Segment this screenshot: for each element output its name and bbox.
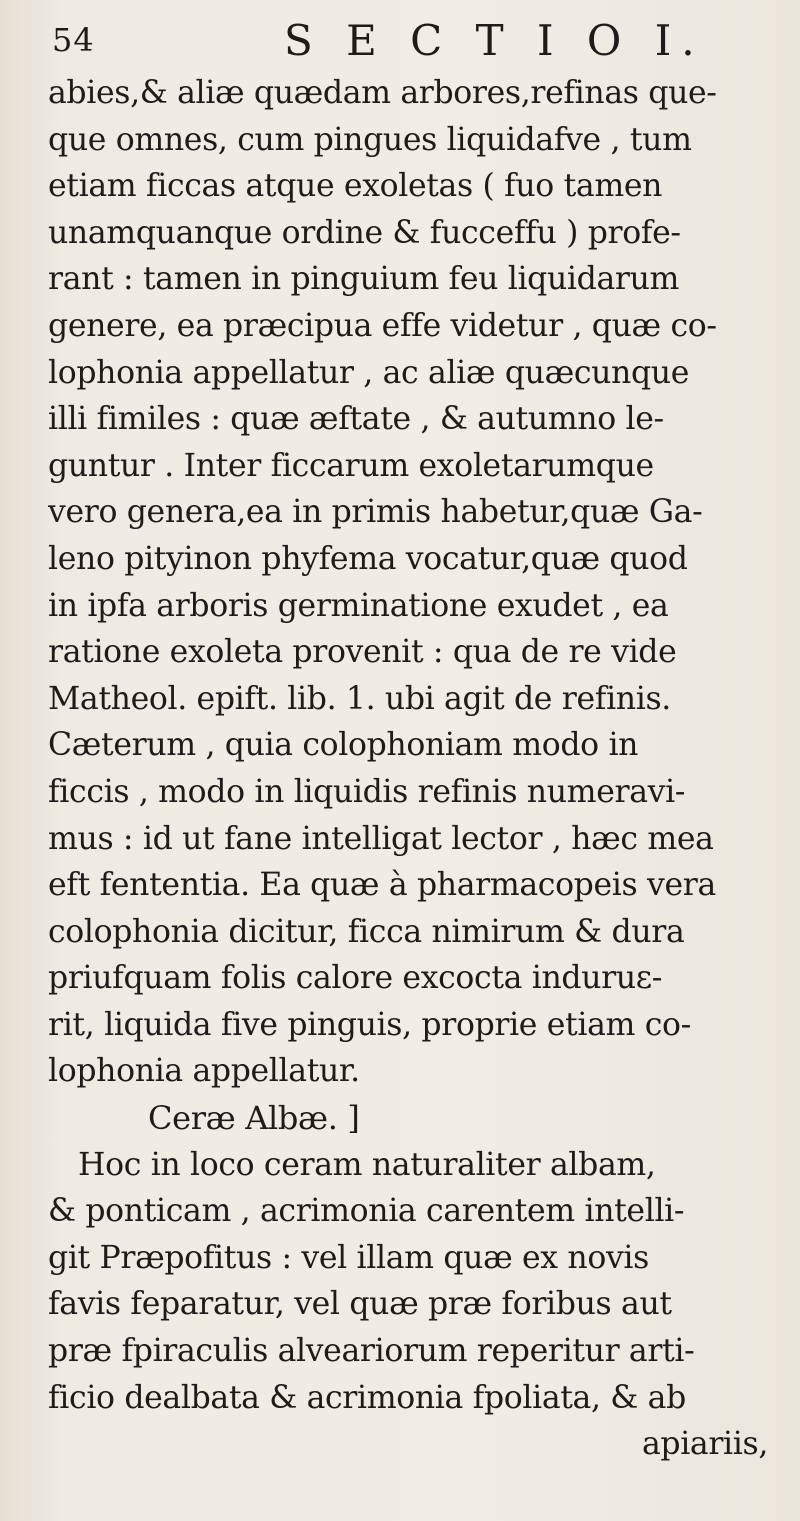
text-line: priufquam folis calore excocta induruε- [48,960,663,997]
text-line: lophonia appellatur. [48,1053,360,1090]
running-head: S E C T I O I. [284,16,705,65]
text-line: præ fpiraculis alveariorum reperitur arti- [48,1333,695,1370]
catchword: apiariis, [641,1426,768,1463]
text-line: eft fententia. Ea quæ à pharmacopeis vera [48,867,716,904]
text-line: & ponticam , acrimonia carentem intelli- [48,1193,685,1230]
text-line: in ipfa arboris germinatione exudet , ea [48,587,669,624]
body-text [48,70,778,1468]
text-line: vero genera,ea in primis habetur,quæ Ga- [48,494,703,531]
text-line: ficio dealbata & acrimonia fpoliata, & ab [48,1379,686,1416]
text-line: ratione exoleta provenit : qua de re vide [48,634,677,671]
text-line: ficcis , modo in liquidis refinis numeravi- [48,773,686,810]
text-line: favis feparatur, vel quæ præ foribus aut [48,1286,672,1323]
text-line: Cæterum , quia colophoniam modo in [48,727,639,764]
text-line: que omnes, cum pingues liquidafve , tum [48,121,692,158]
page-header [48,18,778,70]
page-number: 54 [52,21,95,59]
text-line: unamquanque ordine & fucceffu ) profe- [48,214,681,251]
text-line: git Præpofitus : vel illam quæ ex novis [48,1239,649,1276]
text-line: colophonia dicitur, ficca nimirum & dura [48,913,685,950]
text-line: mus : id ut fane intelligat lector , hæc mea [48,820,714,857]
text-line: lophonia appellatur , ac aliæ quæcunque [48,354,690,391]
text-line: etiam ficcas atque exoletas ( fuo tamen [48,168,663,205]
text-line: Matheol. epift. lib. 1. ubi agit de refinis. [48,680,671,717]
text-line: rant : tamen in pinguium feu liquidarum [48,261,680,298]
text-line: Hoc in loco ceram naturaliter albam, [78,1146,656,1183]
text-line: guntur . Inter ficcarum exoletarumque [48,447,654,484]
text-line: rit, liquida five pinguis, proprie etiam co- [48,1006,691,1043]
text-line: abies,& aliæ quædam arbores,refinas que- [48,75,717,111]
text-line: leno pityinon phyfema vocatur,quæ quod [48,540,688,577]
section-heading: Ceræ Albæ. ] [148,1099,360,1138]
text-line: illi fimiles : quæ æftate , & autumno le- [48,401,664,438]
text-line: genere, ea præcipua effe videtur , quæ co- [48,307,717,344]
